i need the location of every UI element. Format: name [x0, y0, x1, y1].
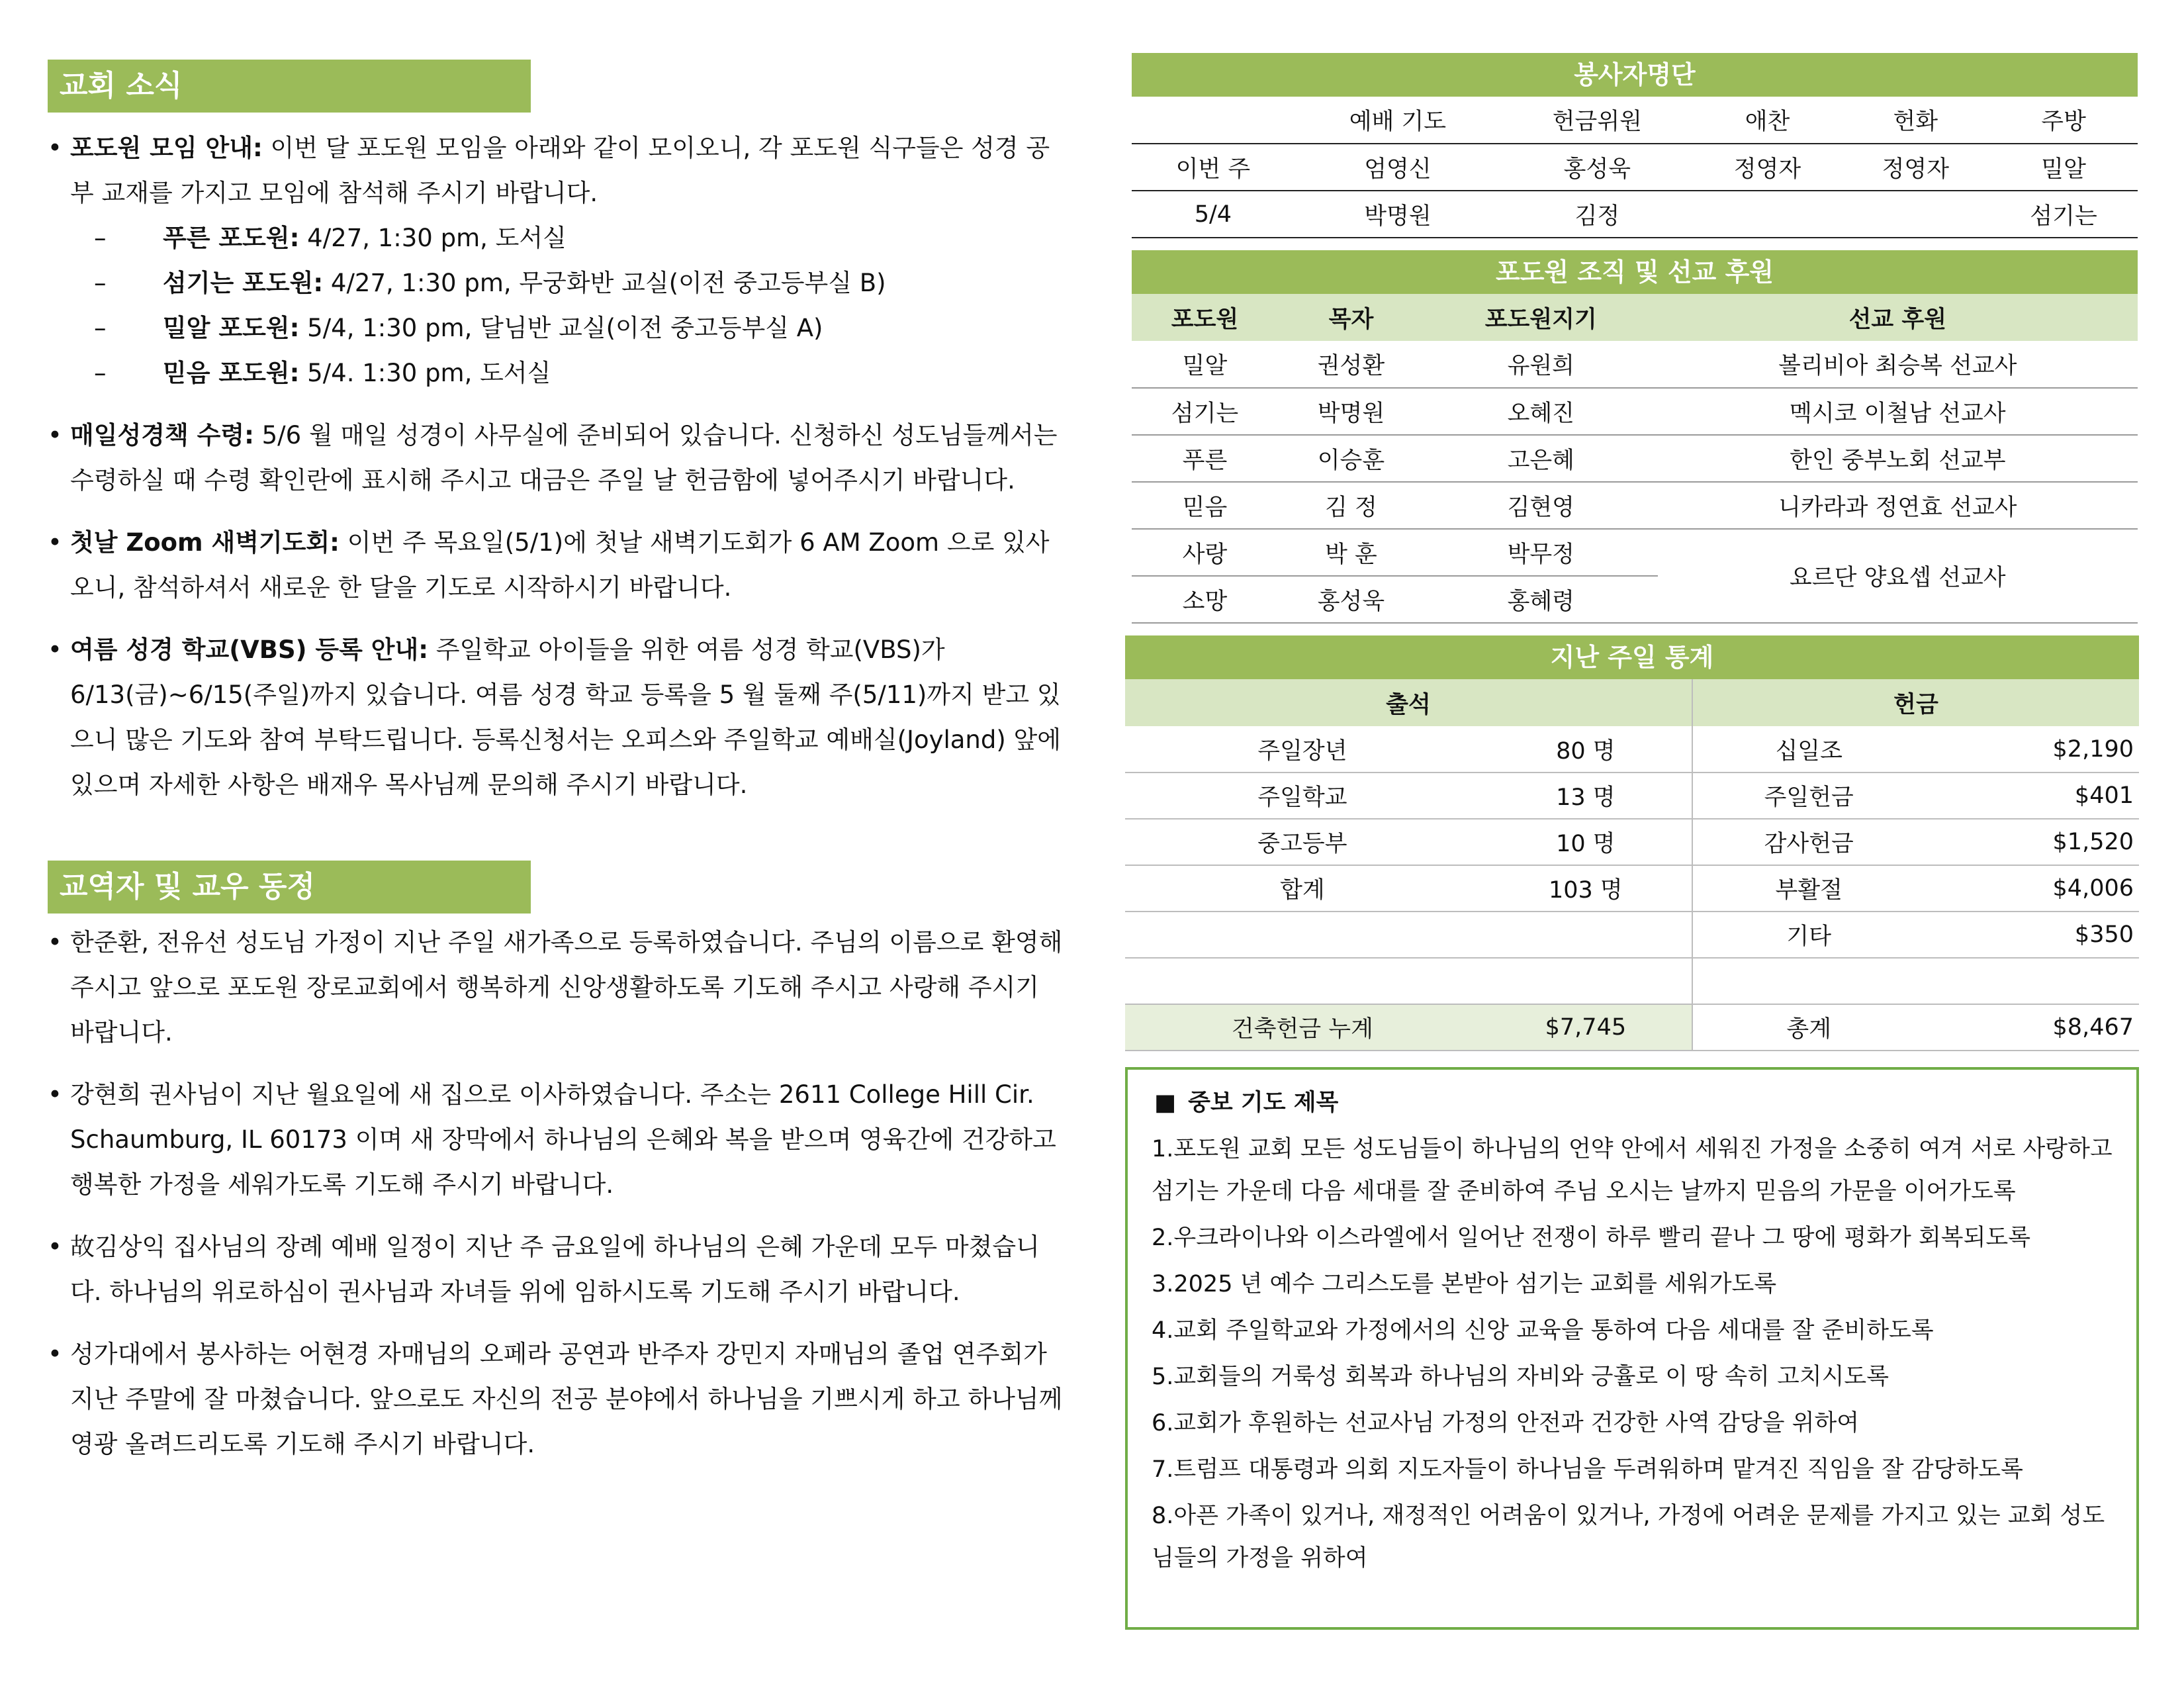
building-fund-value: $7,745 — [1480, 1004, 1692, 1051]
table-cell: 박명원 — [1295, 191, 1501, 238]
members-item-text: 한준환, 전유선 성도님 가정이 지난 주일 새가족으로 등록하였습니다. 주님의 이름으로 환영해 주시고 앞으로 포도원 장로교회에서 행복하게 신앙생활하도록 기도해 주시고 사랑해 주시기 바랍니다. — [70, 928, 1063, 1047]
prayer-item: 6.교회가 후원하는 선교사님 가정의 안전과 건강한 사역 감당을 위하여 — [1152, 1410, 1860, 1436]
table-cell: 주일장년 — [1125, 726, 1480, 773]
bullet-icon: • — [48, 928, 62, 957]
sub-item — [70, 216, 1067, 261]
prayer-item: 3.2025 년 예수 그리스도를 본받아 섬기는 교회를 세워가도록 — [1152, 1271, 1777, 1297]
table-cell — [1125, 912, 1480, 958]
volunteers-title: 봉사자명단 — [1132, 53, 2138, 97]
table-cell — [1125, 958, 1480, 1004]
members-item-text: 강현희 권사님이 지난 월요일에 새 집으로 이사하였습니다. 주소는 2611 College Hill Cir. Schaumburg, IL 60173 이며 새 장막에서 하나님의 은혜와 복을 받으며 영육간에 건강하고 행복한 가정을 세워가도록 기도해 주시기 바랍니다. — [70, 1080, 1056, 1199]
table-row — [1132, 144, 2138, 191]
table-cell: 감사헌금 — [1692, 819, 1925, 865]
table-row — [1125, 726, 2139, 773]
table-cell: 볼리비아 최승복 선교사 — [1658, 341, 2138, 388]
offering-header: 헌금 — [1692, 679, 2139, 726]
dash-icon: – — [94, 269, 107, 297]
table-cell: 10 명 — [1480, 819, 1692, 865]
table-cell: 홍성욱 — [1501, 144, 1693, 191]
sub-item-lead: 푸른 포도원: — [163, 224, 300, 252]
table-row — [1125, 958, 2139, 1004]
table-row — [1132, 529, 2138, 576]
table-cell: 섬기는 — [1989, 191, 2138, 238]
members-item — [48, 1225, 1067, 1315]
news-item-text: 5/6 월 매일 성경이 사무실에 준비되어 있습니다. 신청하신 성도님들께서는 수령하실 때 수령 확인란에 표시해 주시고 대금은 주일 날 헌금함에 넣어주시기 바랍니다. — [70, 421, 1058, 494]
table-cell: 오혜진 — [1424, 388, 1658, 435]
members-item — [48, 920, 1067, 1055]
table-header-row — [1125, 679, 2139, 726]
vineyard-meeting-list — [70, 216, 1067, 396]
prayer-title-row — [1152, 1083, 2118, 1123]
building-fund-label: 건축헌금 누계 — [1125, 1004, 1480, 1051]
table-row — [1125, 773, 2139, 819]
church-news-section — [48, 60, 1067, 808]
table-cell: 김정 — [1501, 191, 1693, 238]
members-news-section — [48, 861, 1067, 1467]
table-header-cell: 목자 — [1278, 294, 1424, 341]
table-cell: 80 명 — [1480, 726, 1692, 773]
dash-icon: – — [94, 314, 107, 342]
dash-icon: – — [94, 359, 107, 387]
vineyards-title: 포도원 조직 및 선교 후원 — [1132, 250, 2138, 294]
total-value: $8,467 — [1925, 1004, 2139, 1051]
sub-item-text: 4/27, 1:30 pm, 무궁화반 교실(이전 중고등부실 B) — [323, 269, 886, 297]
table-cell: 권성환 — [1278, 341, 1424, 388]
table-cell: 박명원 — [1278, 388, 1424, 435]
sub-item — [70, 351, 1067, 396]
table-cell: 중고등부 — [1125, 819, 1480, 865]
table-cell: 5/4 — [1132, 191, 1295, 238]
table-row — [1132, 388, 2138, 435]
stats-title: 지난 주일 통계 — [1125, 635, 2139, 679]
table-cell: 요르단 양요셉 선교사 — [1658, 529, 2138, 623]
church-news-title: 교회 소식 — [48, 60, 531, 113]
news-item-lead: 매일성경책 수령: — [70, 421, 254, 449]
prayer-item: 5.교회들의 거룩성 회복과 하나님의 자비와 긍휼로 이 땅 속히 고치시도록 — [1152, 1364, 1889, 1390]
members-news-title: 교역자 및 교우 동정 — [48, 861, 531, 914]
news-item-text: 주일학교 아이들을 위한 여름 성경 학교(VBS)가 6/13(금)~6/15(주일)까지 있습니다. 여름 성경 학교 등록을 5 월 둘째 주(5/11)까지 받고 있으니 많은 기도와 참여 부탁드립니다. 등록신청서는 오피스와 주일학교 예배실(Joyland) 앞에 있으며 자세한 사항은 배재우 목사님께 문의해 주시기 바랍니다. — [70, 635, 1062, 799]
members-item — [48, 1332, 1067, 1467]
prayer-box — [1125, 1067, 2139, 1630]
table-cell: 박무정 — [1424, 529, 1658, 576]
table-cell: 주일헌금 — [1692, 773, 1925, 819]
table-header-cell: 예배 기도 — [1295, 97, 1501, 144]
table-cell: 박 훈 — [1278, 529, 1424, 576]
bullet-icon: • — [48, 1080, 62, 1109]
table-cell: 이승훈 — [1278, 435, 1424, 482]
bullet-icon: • — [48, 528, 62, 557]
table-cell: 이번 주 — [1132, 144, 1295, 191]
sub-item-lead: 믿음 포도원: — [163, 359, 300, 387]
members-item — [48, 1072, 1067, 1207]
table-row — [1132, 482, 2138, 529]
table-cell: 엄영신 — [1295, 144, 1501, 191]
table-cell: $401 — [1925, 773, 2139, 819]
table-header-cell: 주방 — [1989, 97, 2138, 144]
members-item-text: 故김상익 집사님의 장례 예배 일정이 지난 주 금요일에 하나님의 은혜 가운데 모두 마쳤습니다. 하나님의 위로하심이 권사님과 자녀들 위에 임하시도록 기도해 주시기 바랍니다. — [70, 1233, 1040, 1306]
sub-item-text: 5/4, 1:30 pm, 달님반 교실(이전 중고등부실 A) — [299, 314, 823, 342]
news-item-daily-bible — [48, 413, 1067, 503]
table-row — [1125, 865, 2139, 912]
members-news-list — [48, 920, 1067, 1467]
table-row — [1132, 191, 2138, 238]
dash-icon: – — [94, 224, 107, 252]
table-header-cell: 선교 후원 — [1658, 294, 2138, 341]
news-item-vbs — [48, 628, 1067, 808]
table-cell: 정영자 — [1694, 144, 1842, 191]
news-item-lead: 여름 성경 학교(VBS) 등록 안내: — [70, 635, 429, 664]
news-item-text: 이번 달 포도원 모임을 아래와 같이 모이오니, 각 포도원 식구들은 성경 공부 교재를 가지고 모임에 참석해 주시기 바랍니다. — [70, 134, 1050, 207]
stats-table — [1125, 679, 2139, 1051]
table-cell: 십일조 — [1692, 726, 1925, 773]
sub-item — [70, 261, 1067, 306]
table-header-cell: 포도원지기 — [1424, 294, 1658, 341]
table-cell: 13 명 — [1480, 773, 1692, 819]
table-cell: 멕시코 이철남 선교사 — [1658, 388, 2138, 435]
bullet-icon: • — [48, 134, 62, 162]
table-cell: $1,520 — [1925, 819, 2139, 865]
table-header-row — [1132, 294, 2138, 341]
table-cell: 103 명 — [1480, 865, 1692, 912]
members-item-text: 성가대에서 봉사하는 어현경 자매님의 오페라 공연과 반주자 강민지 자매님의 졸업 연주회가 지난 주말에 잘 마쳤습니다. 앞으로도 자신의 전공 분야에서 하나님을 기쁘시게 하고 하나님께 영광 올려드리도록 기도해 주시기 바랍니다. — [70, 1340, 1063, 1458]
sub-item-lead: 섬기는 포도원: — [163, 269, 324, 297]
prayer-item: 8.아픈 가족이 있거나, 재정적인 어려움이 있거나, 가정에 어려운 문제를 가지고 있는 교회 성도님들의 가정을 위하여 — [1152, 1503, 2105, 1571]
table-cell: 김 정 — [1278, 482, 1424, 529]
bullet-icon: • — [48, 635, 62, 664]
table-cell: 밀알 — [1132, 341, 1278, 388]
table-cell: 부활절 — [1692, 865, 1925, 912]
table-cell — [1692, 958, 1925, 1004]
total-label: 총계 — [1692, 1004, 1925, 1051]
left-column — [48, 60, 1067, 1484]
bullet-icon: • — [48, 1340, 62, 1368]
news-item-lead: 포도원 모임 안내: — [70, 134, 263, 162]
table-cell: 홍성욱 — [1278, 576, 1424, 623]
news-item-lead: 첫날 Zoom 새벽기도회: — [70, 528, 340, 557]
table-row — [1125, 912, 2139, 958]
prayer-item: 7.트럼프 대통령과 의회 지도자들이 하나님을 두려워하며 맡겨진 직임을 잘 감당하도록 — [1152, 1456, 2023, 1483]
table-cell: 주일학교 — [1125, 773, 1480, 819]
table-cell: $2,190 — [1925, 726, 2139, 773]
sub-item-lead: 밀알 포도원: — [163, 314, 300, 342]
table-header-cell: 헌화 — [1841, 97, 1989, 144]
table-cell: $4,006 — [1925, 865, 2139, 912]
table-row — [1125, 819, 2139, 865]
table-cell: 섬기는 — [1132, 388, 1278, 435]
vineyards-table — [1132, 294, 2138, 624]
prayer-item: 1.포도원 교회 모든 성도님들이 하나님의 언약 안에서 세워진 가정을 소중히 여겨 서로 사랑하고 섬기는 가운데 다음 세대를 잘 준비하여 주님 오시는 날까지 믿음의 가문을 이어가도록 — [1152, 1136, 2113, 1205]
table-row — [1132, 435, 2138, 482]
bullet-icon: • — [48, 421, 62, 449]
prayer-item: 4.교회 주일학교와 가정에서의 신앙 교육을 통하여 다음 세대를 잘 준비하도록 — [1152, 1317, 1934, 1344]
sub-item — [70, 306, 1067, 351]
table-cell: 사랑 — [1132, 529, 1278, 576]
attendance-header: 출석 — [1125, 679, 1692, 726]
table-header-cell: 애찬 — [1694, 97, 1842, 144]
sub-item-text: 4/27, 1:30 pm, 도서실 — [299, 224, 567, 252]
table-cell — [1694, 191, 1842, 238]
table-cell: 소망 — [1132, 576, 1278, 623]
table-cell: 정영자 — [1841, 144, 1989, 191]
church-news-list — [48, 126, 1067, 808]
table-cell — [1480, 958, 1692, 1004]
table-cell: 니카라과 정연효 선교사 — [1658, 482, 2138, 529]
bullet-icon: • — [48, 1233, 62, 1261]
table-cell — [1841, 191, 1989, 238]
table-header-cell — [1132, 97, 1295, 144]
table-cell: 기타 — [1692, 912, 1925, 958]
table-cell: 고은혜 — [1424, 435, 1658, 482]
table-cell: 한인 중부노회 선교부 — [1658, 435, 2138, 482]
table-cell: 김현영 — [1424, 482, 1658, 529]
table-cell: 밀알 — [1989, 144, 2138, 191]
table-cell: 유원희 — [1424, 341, 1658, 388]
prayer-title: 중보 기도 제목 — [1188, 1090, 1339, 1116]
table-cell: 합계 — [1125, 865, 1480, 912]
table-row — [1125, 1004, 2139, 1051]
table-header-row — [1132, 97, 2138, 144]
table-cell: 믿음 — [1132, 482, 1278, 529]
news-item-zoom-prayer — [48, 520, 1067, 610]
volunteers-table — [1132, 97, 2138, 238]
square-bullet-icon: ■ — [1154, 1090, 1177, 1116]
table-cell: 푸른 — [1132, 435, 1278, 482]
sub-item-text: 5/4. 1:30 pm, 도서실 — [299, 359, 551, 387]
news-item-vineyard-meeting — [48, 126, 1067, 396]
right-column — [1125, 53, 2138, 1630]
table-cell — [1925, 958, 2139, 1004]
table-row — [1132, 341, 2138, 388]
table-cell: 홍혜령 — [1424, 576, 1658, 623]
table-header-cell: 헌금위원 — [1501, 97, 1693, 144]
table-header-cell: 포도원 — [1132, 294, 1278, 341]
table-cell: $350 — [1925, 912, 2139, 958]
news-item-text: 이번 주 목요일(5/1)에 첫날 새벽기도회가 6 AM Zoom 으로 있사오니, 참석하셔서 새로운 한 달을 기도로 시작하시기 바랍니다. — [70, 528, 1050, 602]
prayer-item: 2.우크라이나와 이스라엘에서 일어난 전쟁이 하루 빨리 끝나 그 땅에 평화가 회복되도록 — [1152, 1225, 2031, 1251]
table-cell — [1480, 912, 1692, 958]
